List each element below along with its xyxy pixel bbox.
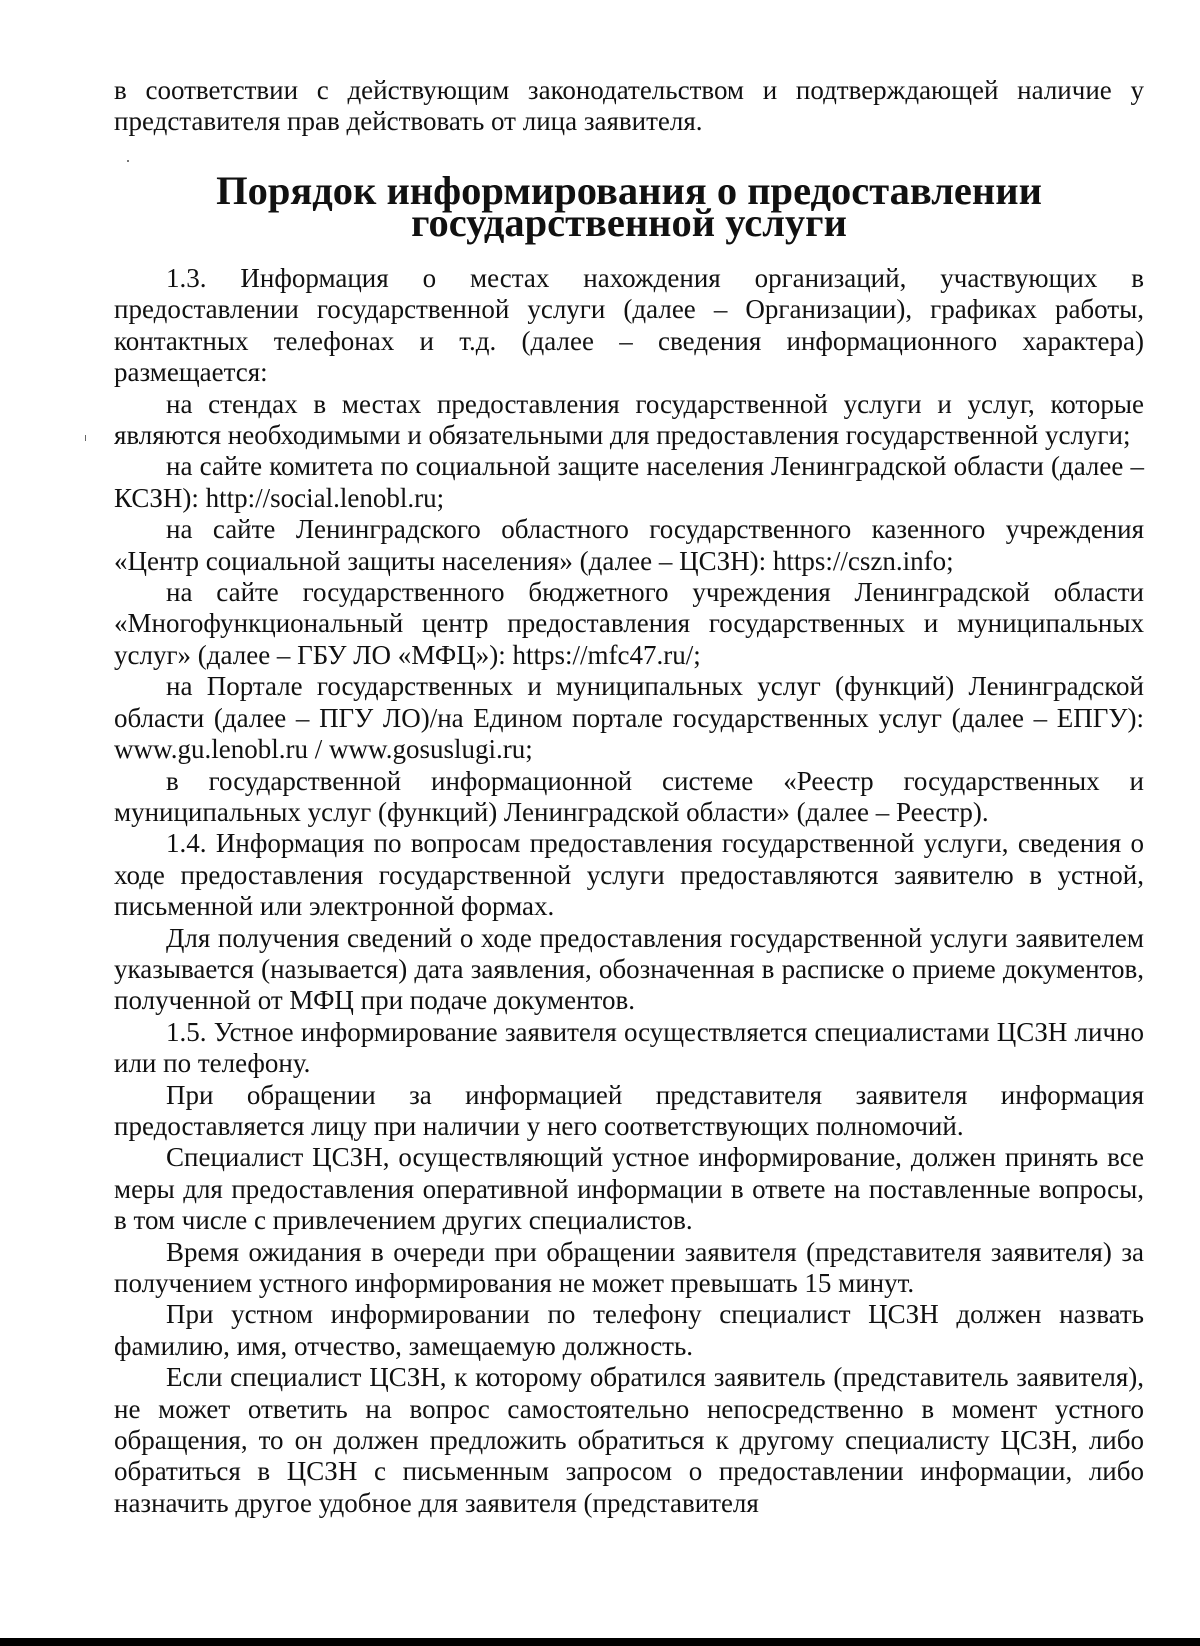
intro-paragraph: в соответствии с действующим законодательством и подтверждающей наличие у представителя прав действовать от лица заявителя. (114, 75, 1144, 137)
paragraph-cszn-site: на сайте Ленинградского областного государственного казенного учреждения «Центр социальной защиты населения» (далее – ЦСЗН): https://cszn.info; (114, 514, 1144, 576)
paragraph-waiting-time: Время ожидания в очереди при обращении заявителя (представителя заявителя) за получением устного информирования не может превышать 15 минут. (114, 1236, 1144, 1298)
scan-mark (85, 435, 86, 441)
scan-dot (127, 160, 129, 162)
intro-block (114, 75, 1144, 138)
paragraph-specialist: Специалист ЦСЗН, осуществляющий устное информирование, должен принять все меры для предоставления оперативной информации в ответе на поставленные вопросы, в том числе с привлечением других специалистов. (114, 1142, 1144, 1236)
body-text (114, 263, 1144, 1519)
paragraph-1-5: 1.5. Устное информирование заявителя осуществляется специалистами ЦСЗН лично или по телефону. (114, 1016, 1144, 1079)
paragraph-1-3: 1.3. Информация о местах нахождения организаций, участвующих в предоставлении государственной услуги (далее – Организации), графиках работы, контактных телефонах и т.д. (далее – сведения информационного характера) размещается: (114, 263, 1144, 388)
section-heading-line-2: государственной услуги (411, 200, 847, 245)
paragraph-kszn-site: на сайте комитета по социальной защите населения Ленинградской области (далее – КСЗН): http://social.lenobl.ru; (114, 451, 1144, 513)
paragraph-receipt-date: Для получения сведений о ходе предоставления государственной услуги заявителем указывается (называется) дата заявления, обозначенная в расписке о приеме документов, полученной от МФЦ при подаче документов. (114, 922, 1144, 1016)
paragraph-stands: на стендах в местах предоставления государственной услуги и услуг, которые являются необходимыми и обязательными для предоставления государственной услуги; (114, 388, 1144, 451)
paragraph-representative: При обращении за информацией представителя заявителя информация предоставляется лицу при наличии у него соответствующих полномочий. (114, 1079, 1144, 1141)
paragraph-1-4: 1.4. Информация по вопросам предоставления государственной услуги, сведения о ходе предоставления государственной услуги предоставляются заявителю в устной, письменной или электронной формах. (114, 828, 1144, 922)
paragraph-portal: на Портале государственных и муниципальных услуг (функций) Ленинградской области (далее – ПГУ ЛО)/на Едином портале государственных услуг (далее – ЕПГУ): www.gu.lenobl.ru / www.gosuslugi.ru; (114, 671, 1144, 765)
section-heading-line-1: Порядок информирования о предоставлении (216, 168, 1042, 213)
paragraph-phone-info: При устном информировании по телефону специалист ЦСЗН должен назвать фамилию, имя, отчество, замещаемую должность. (114, 1299, 1144, 1361)
section-heading (114, 168, 1144, 245)
paragraph-registry: в государственной информационной системе «Реестр государственных и муниципальных услуг (функций) Ленинградской области» (далее – Реестр). (114, 765, 1144, 827)
scan-edge-rule (0, 1638, 1200, 1646)
paragraph-referral: Если специалист ЦСЗН, к которому обратился заявитель (представитель заявителя), не может ответить на вопрос самостоятельно непосредственно в момент устного обращения, то он должен предложить обратиться к другому специалисту ЦСЗН, либо обратиться в ЦСЗН с письменным запросом о предоставлении информации, либо назначить другое удобное для заявителя (представителя (114, 1362, 1144, 1518)
paragraph-mfc-site: на сайте государственного бюджетного учреждения Ленинградской области «Многофункциональный центр предоставления государственных и муниципальных услуг» (далее – ГБУ ЛО «МФЦ»): https://mfc47.ru/; (114, 577, 1144, 670)
